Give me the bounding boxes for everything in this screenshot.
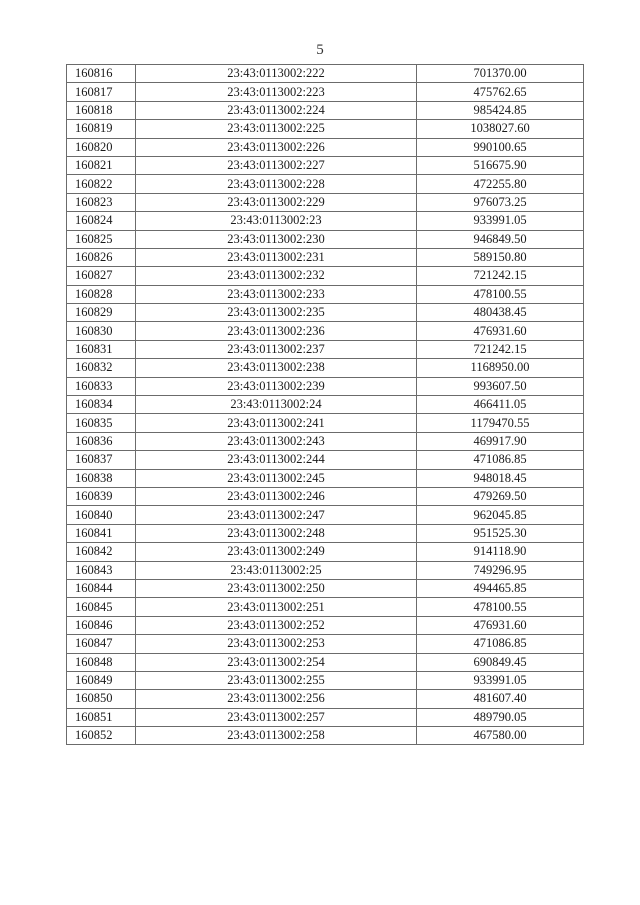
record-number-cell: 160829 <box>67 304 136 322</box>
table-row <box>67 101 584 119</box>
table-row <box>67 432 584 450</box>
cadastral-number-cell: 23:43:0113002:244 <box>136 451 417 469</box>
cadastral-number-cell: 23:43:0113002:229 <box>136 193 417 211</box>
cadastral-value-cell: 990100.65 <box>417 138 584 156</box>
cadastral-number-cell: 23:43:0113002:249 <box>136 543 417 561</box>
cadastral-number-cell: 23:43:0113002:241 <box>136 414 417 432</box>
table-row <box>67 506 584 524</box>
record-number-cell: 160822 <box>67 175 136 193</box>
record-number-cell: 160816 <box>67 65 136 83</box>
cadastral-number-cell: 23:43:0113002:255 <box>136 671 417 689</box>
cadastral-number-cell: 23:43:0113002:227 <box>136 156 417 174</box>
record-number-cell: 160848 <box>67 653 136 671</box>
record-number-cell: 160818 <box>67 101 136 119</box>
record-number-cell: 160850 <box>67 690 136 708</box>
cadastral-value-cell: 1168950.00 <box>417 359 584 377</box>
table-row <box>67 524 584 542</box>
record-number-cell: 160849 <box>67 671 136 689</box>
cadastral-number-cell: 23:43:0113002:225 <box>136 120 417 138</box>
cadastral-value-cell: 976073.25 <box>417 193 584 211</box>
cadastral-value-cell: 1038027.60 <box>417 120 584 138</box>
record-number-cell: 160842 <box>67 543 136 561</box>
cadastral-value-cell: 914118.90 <box>417 543 584 561</box>
cadastral-value-cell: 985424.85 <box>417 101 584 119</box>
table-row <box>67 487 584 505</box>
cadastral-value-cell: 948018.45 <box>417 469 584 487</box>
table-row <box>67 598 584 616</box>
cadastral-value-cell: 749296.95 <box>417 561 584 579</box>
page-number: 5 <box>316 42 324 58</box>
table-row <box>67 285 584 303</box>
cadastral-value-cell: 589150.80 <box>417 248 584 266</box>
table-row <box>67 120 584 138</box>
cadastral-number-cell: 23:43:0113002:246 <box>136 487 417 505</box>
record-number-cell: 160817 <box>67 83 136 101</box>
cadastral-value-table <box>66 64 584 745</box>
table-row <box>67 248 584 266</box>
record-number-cell: 160820 <box>67 138 136 156</box>
cadastral-number-cell: 23:43:0113002:251 <box>136 598 417 616</box>
record-number-cell: 160830 <box>67 322 136 340</box>
record-number-cell: 160835 <box>67 414 136 432</box>
cadastral-number-cell: 23:43:0113002:226 <box>136 138 417 156</box>
record-number-cell: 160844 <box>67 579 136 597</box>
cadastral-value-cell: 471086.85 <box>417 451 584 469</box>
cadastral-value-cell: 489790.05 <box>417 708 584 726</box>
cadastral-value-cell: 466411.05 <box>417 396 584 414</box>
cadastral-number-cell: 23:43:0113002:257 <box>136 708 417 726</box>
record-number-cell: 160852 <box>67 727 136 745</box>
table-body <box>67 65 584 745</box>
cadastral-number-cell: 23:43:0113002:228 <box>136 175 417 193</box>
table-row <box>67 377 584 395</box>
cadastral-number-cell: 23:43:0113002:231 <box>136 248 417 266</box>
cadastral-value-cell: 478100.55 <box>417 285 584 303</box>
table-row <box>67 451 584 469</box>
record-number-cell: 160833 <box>67 377 136 395</box>
cadastral-value-cell: 472255.80 <box>417 175 584 193</box>
record-number-cell: 160836 <box>67 432 136 450</box>
record-number-cell: 160851 <box>67 708 136 726</box>
table-row <box>67 635 584 653</box>
table-row <box>67 727 584 745</box>
cadastral-number-cell: 23:43:0113002:224 <box>136 101 417 119</box>
cadastral-value-cell: 471086.85 <box>417 635 584 653</box>
record-number-cell: 160826 <box>67 248 136 266</box>
table-row <box>67 469 584 487</box>
table-row <box>67 322 584 340</box>
cadastral-number-cell: 23:43:0113002:230 <box>136 230 417 248</box>
record-number-cell: 160843 <box>67 561 136 579</box>
cadastral-number-cell: 23:43:0113002:243 <box>136 432 417 450</box>
cadastral-number-cell: 23:43:0113002:223 <box>136 83 417 101</box>
cadastral-value-cell: 946849.50 <box>417 230 584 248</box>
cadastral-value-cell: 476931.60 <box>417 322 584 340</box>
table-row <box>67 230 584 248</box>
cadastral-number-cell: 23:43:0113002:236 <box>136 322 417 340</box>
table-row <box>67 671 584 689</box>
cadastral-number-cell: 23:43:0113002:253 <box>136 635 417 653</box>
table-row <box>67 708 584 726</box>
record-number-cell: 160823 <box>67 193 136 211</box>
table-row <box>67 212 584 230</box>
record-number-cell: 160847 <box>67 635 136 653</box>
table-row <box>67 83 584 101</box>
record-number-cell: 160827 <box>67 267 136 285</box>
cadastral-value-cell: 481607.40 <box>417 690 584 708</box>
cadastral-number-cell: 23:43:0113002:250 <box>136 579 417 597</box>
record-number-cell: 160840 <box>67 506 136 524</box>
table-row <box>67 65 584 83</box>
table-row <box>67 138 584 156</box>
cadastral-number-cell: 23:43:0113002:258 <box>136 727 417 745</box>
cadastral-value-cell: 479269.50 <box>417 487 584 505</box>
record-number-cell: 160845 <box>67 598 136 616</box>
table-row <box>67 304 584 322</box>
table-row <box>67 359 584 377</box>
cadastral-number-cell: 23:43:0113002:222 <box>136 65 417 83</box>
table-row <box>67 396 584 414</box>
table-row <box>67 156 584 174</box>
record-number-cell: 160824 <box>67 212 136 230</box>
table-row <box>67 543 584 561</box>
cadastral-number-cell: 23:43:0113002:256 <box>136 690 417 708</box>
record-number-cell: 160838 <box>67 469 136 487</box>
record-number-cell: 160837 <box>67 451 136 469</box>
cadastral-value-cell: 476931.60 <box>417 616 584 634</box>
cadastral-number-cell: 23:43:0113002:245 <box>136 469 417 487</box>
record-number-cell: 160841 <box>67 524 136 542</box>
table-row <box>67 193 584 211</box>
cadastral-value-cell: 494465.85 <box>417 579 584 597</box>
cadastral-number-cell: 23:43:0113002:235 <box>136 304 417 322</box>
cadastral-number-cell: 23:43:0113002:232 <box>136 267 417 285</box>
cadastral-number-cell: 23:43:0113002:247 <box>136 506 417 524</box>
cadastral-value-cell: 962045.85 <box>417 506 584 524</box>
record-number-cell: 160834 <box>67 396 136 414</box>
cadastral-value-cell: 469917.90 <box>417 432 584 450</box>
cadastral-value-cell: 1179470.55 <box>417 414 584 432</box>
table-row <box>67 690 584 708</box>
cadastral-value-cell: 475762.65 <box>417 83 584 101</box>
cadastral-value-cell: 951525.30 <box>417 524 584 542</box>
table-row <box>67 175 584 193</box>
cadastral-value-cell: 701370.00 <box>417 65 584 83</box>
cadastral-number-cell: 23:43:0113002:248 <box>136 524 417 542</box>
cadastral-number-cell: 23:43:0113002:237 <box>136 340 417 358</box>
cadastral-value-cell: 993607.50 <box>417 377 584 395</box>
table-row <box>67 414 584 432</box>
record-number-cell: 160828 <box>67 285 136 303</box>
cadastral-value-cell: 478100.55 <box>417 598 584 616</box>
table-row <box>67 340 584 358</box>
cadastral-value-cell: 467580.00 <box>417 727 584 745</box>
table-row <box>67 579 584 597</box>
cadastral-number-cell: 23:43:0113002:233 <box>136 285 417 303</box>
cadastral-number-cell: 23:43:0113002:23 <box>136 212 417 230</box>
record-number-cell: 160839 <box>67 487 136 505</box>
cadastral-number-cell: 23:43:0113002:25 <box>136 561 417 579</box>
cadastral-value-cell: 516675.90 <box>417 156 584 174</box>
cadastral-value-cell: 933991.05 <box>417 671 584 689</box>
cadastral-value-cell: 721242.15 <box>417 340 584 358</box>
record-number-cell: 160832 <box>67 359 136 377</box>
record-number-cell: 160819 <box>67 120 136 138</box>
record-number-cell: 160846 <box>67 616 136 634</box>
cadastral-value-cell: 933991.05 <box>417 212 584 230</box>
table-row <box>67 616 584 634</box>
cadastral-number-cell: 23:43:0113002:24 <box>136 396 417 414</box>
cadastral-number-cell: 23:43:0113002:238 <box>136 359 417 377</box>
cadastral-number-cell: 23:43:0113002:252 <box>136 616 417 634</box>
table-row <box>67 267 584 285</box>
cadastral-value-cell: 480438.45 <box>417 304 584 322</box>
cadastral-value-cell: 721242.15 <box>417 267 584 285</box>
record-number-cell: 160821 <box>67 156 136 174</box>
cadastral-value-cell: 690849.45 <box>417 653 584 671</box>
table-row <box>67 653 584 671</box>
cadastral-number-cell: 23:43:0113002:254 <box>136 653 417 671</box>
record-number-cell: 160831 <box>67 340 136 358</box>
record-number-cell: 160825 <box>67 230 136 248</box>
cadastral-number-cell: 23:43:0113002:239 <box>136 377 417 395</box>
table-row <box>67 561 584 579</box>
